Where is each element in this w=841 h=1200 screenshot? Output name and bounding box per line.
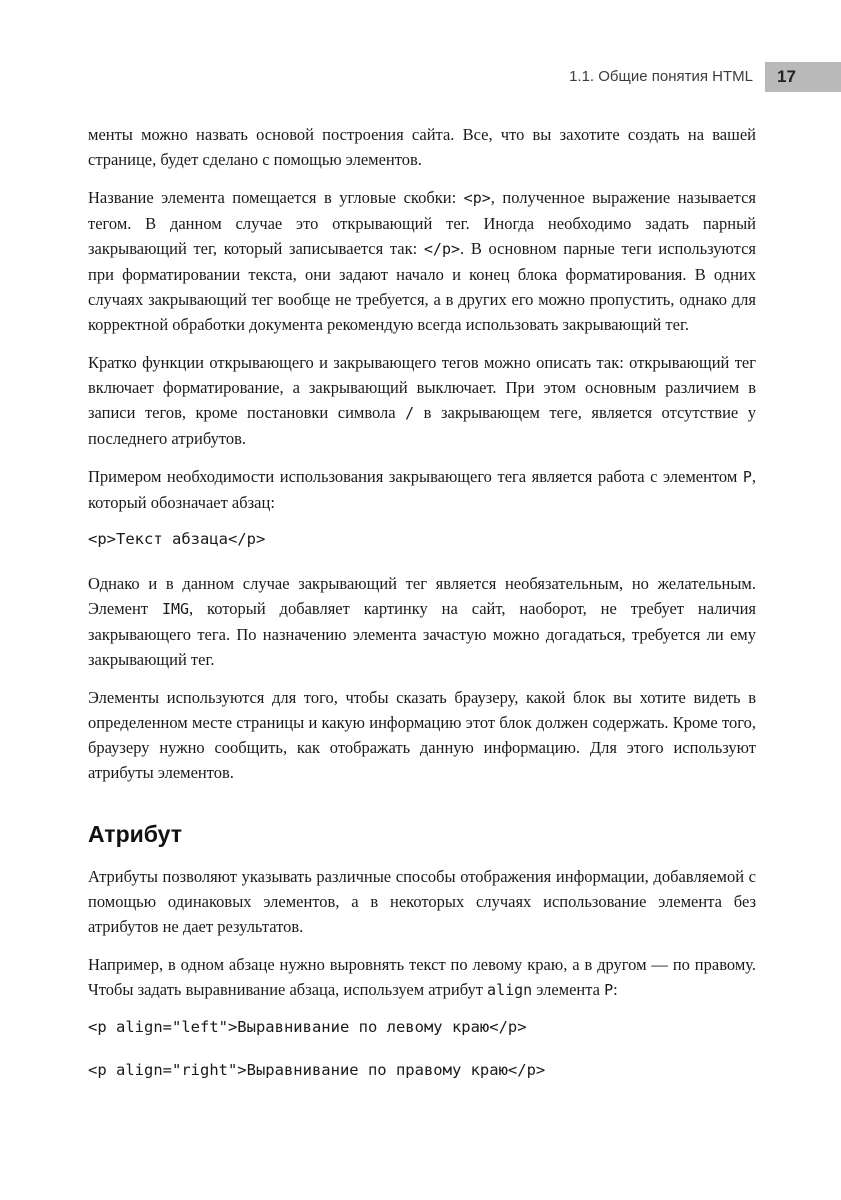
page-header [0, 62, 841, 92]
inline-code: align [487, 981, 533, 999]
text-run: в закрывающем теге, является отсутствие у последнего атрибутов. [88, 403, 757, 448]
paragraph [88, 864, 756, 939]
inline-code: IMG [161, 600, 190, 618]
page-number: 17 [777, 67, 796, 86]
code-block: <p align="left">Выравнивание по левому краю</p> [88, 1018, 527, 1036]
text-run: Например, в одном абзаце нужно выровнять текст по левому краю, а в другом — по правому. Чтобы задать выравнивание абзаца, используем атрибут [88, 955, 756, 999]
running-title: 1.1. Общие понятия HTML [569, 68, 753, 85]
text-run: Однако и в данном случае закрывающий тег является необязательным, но желательным. Элемент [88, 574, 756, 618]
text-run: . В основном парные теги используются при форматировании текста, они задают начало и конец блока форматирования. В одних случаях закрывающий тег вообще не требуется, а в других его можно пропустить, однако для корректной обработки документа рекомендую всегда использовать закрывающий тег. [88, 239, 756, 334]
code-block: <p>Текст абзаца</p> [88, 530, 266, 548]
paragraph [88, 350, 756, 451]
text-run: менты можно назвать основой построения сайта. Все, что вы захотите создать на вашей странице, будет сделано с помощью элементов. [88, 125, 756, 169]
paragraph [88, 685, 756, 785]
inline-code: / [405, 404, 415, 422]
text-run: Элементы используются для того, чтобы сказать браузеру, какой блок вы хотите видеть в определенном месте страницы и какую информацию этот блок должен содержать. Кроме того, браузеру нужно сообщить, как отображать данную информацию. Для этого используют атрибуты элементов. [88, 688, 756, 782]
paragraph [88, 571, 756, 672]
text-run: , который добавляет картинку на сайт, наоборот, не требует наличия закрывающего тега. По назначению элемента зачастую можно догадаться, требуется ли ему закрывающий тег. [88, 599, 756, 669]
text-run: Атрибуты позволяют указывать различные способы отображения информации, добавляемой с помощью одинаковых элементов, а в некоторых случаях использование элемента без атрибутов не дает результатов. [88, 867, 756, 936]
paragraph [88, 464, 756, 515]
inline-code: <p> [463, 189, 491, 207]
inline-code: P [604, 981, 614, 999]
text-run: , который обозначает абзац: [88, 467, 756, 512]
paragraph [88, 952, 756, 1003]
text-run: : [613, 980, 618, 999]
text-run: Название элемента помещается в угловые скобки: [88, 188, 464, 207]
text-run: элемента [532, 980, 605, 999]
code-block: <p align="right">Выравнивание по правому краю</p> [88, 1061, 546, 1079]
paragraph [88, 185, 756, 337]
page-body [88, 122, 756, 1102]
paragraph [88, 122, 756, 172]
text-run: , полученное выражение называется тегом. В данном случае это открывающий тег. Иногда необходимо задать парный закрывающий тег, который записывается так: [88, 188, 756, 258]
inline-code: </p> [423, 240, 461, 258]
text-run: Примером необходимости использования закрывающего тега является работа с элементом [88, 467, 743, 486]
page-number-badge [765, 62, 841, 92]
section-heading: Атрибут [88, 821, 182, 847]
inline-code: P [742, 468, 752, 486]
text-run: Кратко функции открывающего и закрывающего тегов можно описать так: открывающий тег включает форматирование, а закрывающий выключает. При этом основным различием в записи тегов, кроме постановки символа [88, 353, 756, 422]
